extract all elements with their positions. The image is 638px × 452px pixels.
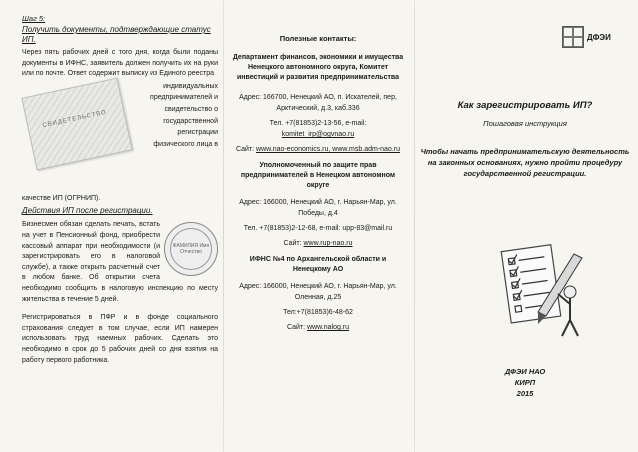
org-name: Уполномоченный по защите прав предпринимателей в Ненецком автономном округе: [240, 162, 396, 189]
logo: ДФЭИ: [562, 24, 624, 50]
paragraph: ФАМИЛИЯ Имя Отчество Бизнесмен обязан сделать печать, встать на учет в Пенсионный фонд, приобрести кассовый аппарат при необходимости (и зарегистрировать его в налоговой службе), а также открыть расчетный счет в любом банке. Об открытии счета необходимо сообщить в налоговую инспекцию по месту жительства в течение 5 дней.: [22, 221, 218, 303]
org-email-link[interactable]: komitet_irp@ogvnao.ru: [281, 131, 355, 138]
contacts-title: Полезные контакты:: [279, 34, 357, 43]
paragraph: качестве ИП (ОГРНИП).: [22, 194, 101, 202]
checklist-icon: [501, 245, 561, 323]
org-phone: Тел. +7(81853)2-13-56, e-mail:: [269, 120, 367, 127]
middle-panel: [230, 0, 406, 452]
org-site: Сайт: www.rup-nao.ru: [283, 240, 353, 247]
site-link[interactable]: www.nao-economics.ru, www.msb.adm-nao.ru: [256, 146, 400, 153]
wrapped-text: индивидуальных предпринимателей и свидетельство о государственной регистрации физического лица в: [150, 82, 218, 148]
paragraph: Регистрироваться в ПФР и в фонде социального страхования следует в том случае, если ИП намерен использовать труд наемных рабочих. Сделать это необходимо в срок до 5 рабочих дней со дня взятия на работу первого работника.: [22, 314, 218, 364]
org-address: Адрес: 166000, Ненецкий АО, г. Нарьян-Мар, ул. Оленная, д.25: [239, 283, 397, 301]
checklist-pencil-illustration: [500, 240, 590, 340]
stamp-image: ФАМИЛИЯ Имя Отчество: [164, 222, 218, 276]
step-label: Шаг 5:: [22, 14, 46, 23]
cover-lead: Чтобы начать предпринимательскую деятельность на законных основаниях, нужно пройти процедуру государственной регистрации.: [420, 147, 630, 178]
org-site: Сайт: www.nalog.ru: [286, 324, 350, 331]
org-address: Адрес: 166700, Ненецкий АО, п. Искателей, пер, Арктический, д.3, каб.336: [239, 94, 397, 112]
cover-title: Как зарегистрировать ИП?: [457, 100, 593, 111]
site-link[interactable]: www.rup-nao.ru: [303, 240, 353, 247]
org-site: Сайт: www.nao-economics.ru, www.msb.adm-nao.ru: [236, 146, 400, 153]
site-link[interactable]: www.nalog.ru: [307, 324, 350, 331]
paragraph: Через пять рабочих дней с того дня, когда были поданы документы в ИФНС, заявитель должен получить их на руки или по почте. Ответ содержит выписку из Единого реестра: [22, 49, 218, 78]
step-heading: Получить документы, подтверждающие статус ИП.: [22, 25, 211, 44]
fold-line: [414, 0, 415, 452]
section-heading: Действия ИП после регистрации.: [22, 206, 153, 216]
cover-subtitle: Пошаговая инструкция: [483, 119, 567, 128]
certificate-block: [22, 81, 218, 206]
right-panel: [420, 0, 630, 452]
cover-footer: ДФЭИ НАО КИРП 2015: [504, 367, 546, 398]
logo-mark-icon: [562, 26, 584, 48]
fold-line: [223, 0, 224, 452]
org-name: Департамент финансов, экономики и имущества Ненецкого автономного округа, Комитет инвестиций и развития предпринимательства: [232, 54, 404, 81]
org-phone: Тел:+7(81853)6-48-62: [283, 309, 353, 316]
org-address: Адрес: 166000, Ненецкий АО, г. Нарьян-Мар, ул. Победы, д.4: [239, 199, 397, 217]
org-name: ИФНС №4 по Архангельской области и Ненецкому АО: [249, 256, 387, 273]
left-panel: [22, 0, 218, 452]
org-phone: Тел. +7(81853)2-12-68, e-mail: upp-83@mail.ru: [243, 225, 393, 232]
certificate-image: СВИДЕТЕЛЬСТВО: [21, 77, 132, 170]
